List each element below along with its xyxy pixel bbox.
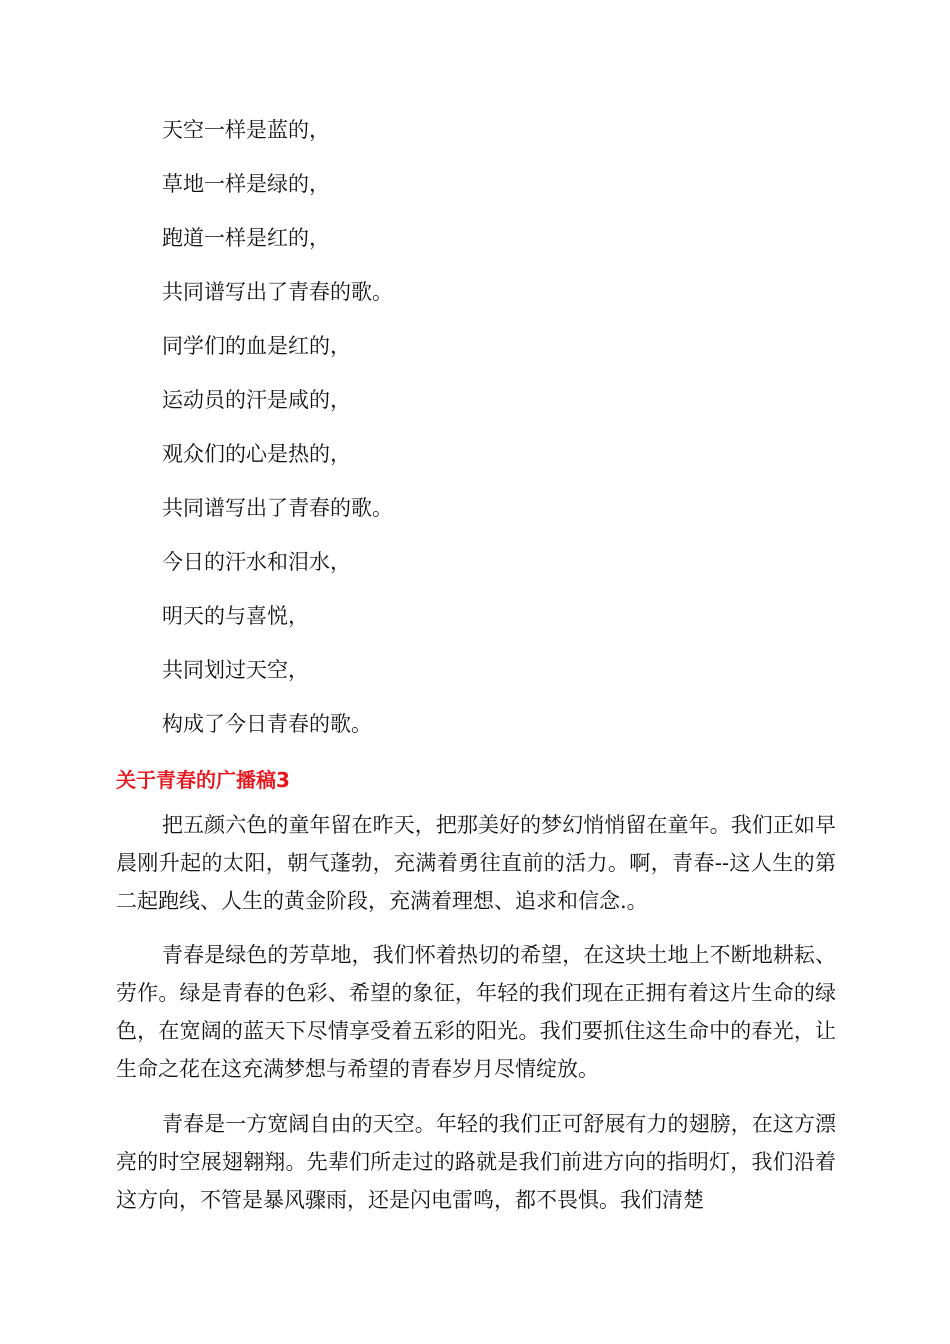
- poem-line: 观众们的心是热的，: [162, 442, 351, 466]
- body-paragraph: 青春是一方宽阔自由的天空。年轻的我们正可舒展有力的翅膀，在这方漂亮的时空展翅翱翔。先辈们所走过的路就是我们前进方向的指明灯，我们沿着这方向，不管是暴风骤雨，还是闪电雷鸣，都不畏惧。我们清楚: [116, 1112, 836, 1212]
- section-heading: 关于青春的广播稿3: [116, 768, 290, 792]
- poem-line: 运动员的汗是咸的，: [162, 388, 351, 412]
- body-paragraph: 把五颜六色的童年留在昨天，把那美好的梦幻悄悄留在童年。我们正如早晨刚升起的太阳，朝气蓬勃，充满着勇往直前的活力。啊，青春--这人生的第二起跑线、人生的黄金阶段，充满着理想、追求和信念.。: [116, 813, 836, 913]
- poem-line: 同学们的血是红的，: [162, 334, 351, 358]
- poem-line: 共同谱写出了青春的歌。: [162, 280, 393, 304]
- poem-line: 跑道一样是红的，: [162, 226, 330, 250]
- poem-line: 共同谱写出了青春的歌。: [162, 496, 393, 520]
- poem-line: 今日的汗水和泪水，: [162, 550, 351, 574]
- poem-line: 明天的与喜悦，: [162, 604, 309, 628]
- poem-line: 共同划过天空，: [162, 658, 309, 682]
- poem-line: 构成了今日青春的歌。: [162, 712, 372, 736]
- body-paragraph: 青春是绿色的芳草地，我们怀着热切的希望，在这块土地上不断地耕耘、劳作。绿是青春的色彩、希望的象征，年轻的我们现在正拥有着这片生命的绿色，在宽阔的蓝天下尽情享受着五彩的阳光。我们要抓住这生命中的春光，让生命之花在这充满梦想与希望的青春岁月尽情绽放。: [116, 943, 836, 1081]
- poem-line: 草地一样是绿的，: [162, 172, 330, 196]
- poem-line: 天空一样是蓝的，: [162, 118, 330, 142]
